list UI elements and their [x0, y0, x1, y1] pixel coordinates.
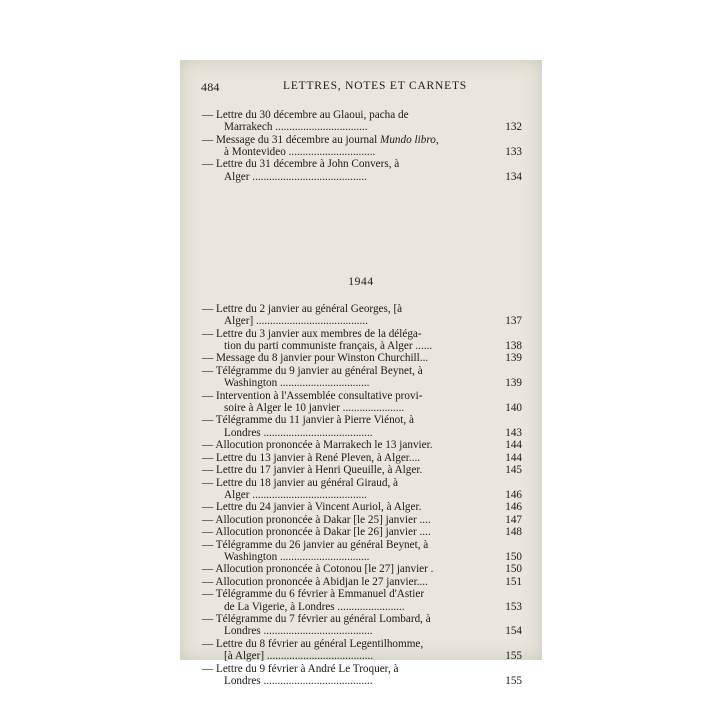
entry-line: — Lettre du 13 janvier à René Pleven, à Alger.... — [202, 452, 490, 464]
entry-line: — Lettre du 17 janvier à Henri Queuille, à Alger. — [202, 464, 490, 476]
entry-page-number: 147 — [505, 513, 522, 526]
toc-entry — [202, 390, 522, 414]
entry-line: — Lettre du 24 janvier à Vincent Auriol, à Alger. — [202, 501, 490, 513]
entry-line: Londres ....................................... — [224, 426, 373, 439]
toc-entry — [202, 501, 522, 513]
journal-title: Mundo libro, — [380, 133, 439, 146]
entry-page-number: 138 — [505, 339, 522, 352]
year-heading: 1944 — [348, 276, 374, 288]
toc-entry — [202, 109, 522, 133]
toc-entry — [202, 328, 522, 352]
entry-line: — Lettre du 30 décembre au Glaoui, pacha de — [202, 109, 490, 121]
toc-entry — [202, 365, 522, 389]
entry-line: — Télégramme du 6 février à Emmanuel d'Astier — [202, 588, 490, 600]
toc-entry — [202, 514, 522, 526]
entry-page-number: 144 — [505, 451, 522, 464]
entry-line: — Lettre du 18 janvier au général Giraud, à — [202, 477, 490, 489]
entry-line: Londres ....................................... — [224, 625, 373, 638]
entry-line: — Télégramme du 26 janvier au général Beynet, à — [202, 539, 490, 551]
toc-entry — [202, 158, 522, 182]
entry-line: Londres ....................................... — [224, 674, 373, 687]
entry-line: — Lettre du 8 février au général Legentilhomme, — [202, 638, 490, 650]
entry-page-number: 148 — [505, 526, 522, 539]
toc-entry — [202, 352, 522, 364]
entry-line: Marrakech ................................. — [224, 121, 368, 134]
toc-entry — [202, 638, 522, 662]
entry-page-number: 155 — [505, 650, 522, 663]
toc-entry — [202, 414, 522, 438]
entry-line: — Lettre du 2 janvier au général Georges, [à — [202, 303, 490, 315]
entry-line: — Message du 8 janvier pour Winston Churchill... — [202, 352, 490, 364]
entry-page-number: 151 — [505, 575, 522, 588]
entry-line — [202, 134, 490, 146]
entry-line: — Lettre du 3 janvier aux membres de la déléga- — [202, 328, 490, 340]
book-page — [180, 60, 542, 687]
entry-line: — Télégramme du 11 janvier à Pierre Viénot, à — [202, 414, 490, 426]
entry-page-number: 150 — [505, 563, 522, 576]
entry-line: [à Alger] ...................................... — [224, 650, 374, 663]
entry-line: Alger ......................................... — [224, 170, 367, 183]
entry-page-number: 132 — [505, 121, 522, 134]
entry-page-number: 143 — [505, 426, 522, 439]
toc-entry — [202, 439, 522, 451]
entry-page-number: 145 — [505, 464, 522, 477]
toc-entry — [202, 563, 522, 575]
entry-line: tion du parti communiste français, à Alger ...... — [224, 339, 433, 352]
entry-line: de La Vigerie, à Londres ........................ — [224, 600, 405, 613]
toc-entry — [202, 613, 522, 637]
entry-line: — Allocution prononcée à Cotonou [le 27] janvier . — [202, 563, 490, 575]
entry-line: à Montevideo ............................... — [224, 145, 376, 158]
toc-entry — [202, 464, 522, 476]
entry-page-number: 133 — [505, 145, 522, 158]
entry-line: — Lettre du 9 février à André Le Troquer, à — [202, 663, 490, 675]
entry-page-number: 134 — [505, 170, 522, 183]
entry-page-number: 139 — [505, 352, 522, 365]
toc-entry — [202, 526, 522, 538]
entries-1944 — [202, 303, 522, 687]
toc-entry — [202, 477, 522, 501]
entry-page-number: 137 — [505, 315, 522, 328]
toc-entry — [202, 588, 522, 612]
entry-line: — Allocution prononcée à Dakar [le 26] janvier .... — [202, 526, 490, 538]
entry-page-number: 139 — [505, 377, 522, 390]
page-header — [201, 80, 518, 94]
entry-page-number: 154 — [505, 625, 522, 638]
entry-line-text: Message du 31 décembre au journal — [215, 133, 381, 146]
entry-page-number: 144 — [505, 439, 522, 452]
entry-line: Alger ......................................... — [224, 488, 367, 501]
entry-line: — Allocution prononcée à Marrakech le 13 janvier. — [202, 439, 490, 451]
entry-line: — Allocution prononcée à Dakar [le 25] janvier .... — [202, 514, 490, 526]
entry-line: Washington ................................ — [224, 377, 370, 390]
toc-entry — [202, 134, 522, 158]
entry-page-number: 146 — [505, 488, 522, 501]
entry-line: Washington ................................ — [224, 550, 370, 563]
entry-line: soire à Alger le 10 janvier ...................... — [224, 401, 405, 414]
page-number: 484 — [201, 80, 220, 94]
entry-page-number: 146 — [505, 501, 522, 514]
toc-entry — [202, 663, 522, 687]
toc-entry — [202, 303, 522, 327]
entry-line: Alger] ........................................ — [224, 315, 368, 328]
entry-line: — Télégramme du 9 janvier au général Beynet, à — [202, 365, 490, 377]
running-title: LETTRES, NOTES ET CARNETS — [283, 80, 467, 92]
entry-page-number: 140 — [505, 401, 522, 414]
toc-entry — [202, 539, 522, 563]
entry-page-number: 155 — [505, 674, 522, 687]
entry-page-number: 150 — [505, 550, 522, 563]
toc-entry — [202, 576, 522, 588]
entry-line: — Intervention à l'Assemblée consultative provi- — [202, 390, 490, 402]
entries-1943 — [202, 109, 522, 183]
entry-page-number: 153 — [505, 600, 522, 613]
entry-line: — Lettre du 31 décembre à John Convers, à — [202, 158, 490, 170]
entry-line: — Télégramme du 7 février au général Lombard, à — [202, 613, 490, 625]
entry-line: — Allocution prononcée à Abidjan le 27 janvier.... — [202, 576, 490, 588]
toc-entry — [202, 452, 522, 464]
